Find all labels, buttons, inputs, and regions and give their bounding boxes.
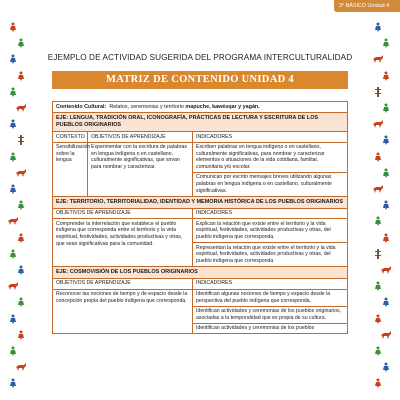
indicator-item: Comunican por escrito mensajes breves utilizando algunas palabras en lengua indígena o en castellano, culturalmente significativas. [196, 174, 332, 194]
figure-red-icon [380, 233, 392, 243]
axis-territory-section [53, 197, 347, 267]
axis-territory-header-row [53, 209, 347, 220]
figure-green-icon [372, 281, 384, 291]
figure-green-icon [7, 152, 19, 162]
context-cell: Sensibilización sobre la lengua [53, 143, 88, 196]
figure-red-icon [15, 71, 27, 81]
matrix-title-bar: MATRIZ DE CONTENIDO UNIDAD 4 [52, 71, 348, 89]
animal-red-icon [380, 330, 392, 340]
cultural-content-peoples: mapuche, kawésqar y yagán. [185, 104, 260, 110]
animal-red-icon [372, 119, 384, 129]
cultural-content-text: Relatos, ceremonias y territorio [109, 104, 186, 110]
figure-green-icon [15, 200, 27, 210]
animal-red-icon [15, 362, 27, 372]
figure-red-icon [372, 314, 384, 324]
figure-green-icon [380, 103, 392, 113]
cultural-content-label: Contenido Cultural: [56, 104, 107, 110]
axis-language-title: EJE: LENGUA, TRADICIÓN ORAL, ICONOGRAFÍA, PRÁCTICAS DE LECTURA Y ESCRITURA DE LOS PUEBLOS ORIGINARIOS [53, 113, 347, 132]
cultural-content-value [109, 104, 259, 110]
totem-brown-icon [372, 87, 384, 97]
figure-red-icon [7, 22, 19, 32]
indicator-item: Identifican actividades y ceremonias de los pueblos [196, 325, 315, 332]
axis-language-body-row [53, 143, 347, 196]
axis-language-header-row [53, 132, 347, 143]
figure-blue-icon [7, 119, 19, 129]
axis-territory-title: EJE: TERRITORIO, TERRITORIALIDAD, IDENTIDAD Y MEMORIA HISTÓRICA DE LOS PUEBLOS ORIGINARIOS [53, 197, 347, 209]
axis-territory-body-row [53, 219, 347, 266]
right-decoration-column [372, 22, 394, 400]
figure-red-icon [372, 378, 384, 388]
indicator-item: Identifican algunas nociones de tiempo y espacio desde la perspectiva del pueblo indígena que corresponda. [193, 290, 347, 307]
figure-blue-icon [372, 22, 384, 32]
figure-green-icon [7, 87, 19, 97]
animal-red-icon [7, 216, 19, 226]
figure-green-icon [7, 346, 19, 356]
indicator-item: Explican la relación que existe entre el territorio y la vida espiritual, festividades, actividades productivas y otras, del pueblo indígena que corresponda. [193, 219, 347, 243]
column-header-indicators: INDICADORES [196, 210, 233, 217]
totem-brown-icon [15, 135, 27, 145]
indicators-cell [193, 219, 347, 266]
animal-red-icon [380, 265, 392, 275]
axis-cosmovision-body-row [53, 290, 347, 334]
page-header-title: EJEMPLO DE ACTIVIDAD SUGERIDA DEL PROGRAMA INTERCULTURALIDAD [47, 53, 353, 62]
column-header-indicators: INDICADORES [196, 280, 233, 287]
objective-cell: Reconocer las nociones de tiempo y de espacio desde la concepción propia del pueblo indígena que corresponda. [53, 290, 193, 334]
cultural-content-row [53, 102, 347, 113]
left-decoration-column [7, 22, 29, 400]
axis-language-section [53, 113, 347, 197]
figure-green-icon [380, 38, 392, 48]
axis-cosmovision-section [53, 267, 347, 334]
axis-cosmovision-header-row [53, 279, 347, 290]
objective-cell: Comprender la interrelación que establece el pueblo indígena que corresponda entre el territorio y la vida espiritual, festividades, actividades productivas y otras, que sean significativas para la comunidad. [53, 219, 193, 266]
figure-blue-icon [15, 265, 27, 275]
column-header-indicators: INDICADORES [196, 133, 233, 140]
animal-red-icon [372, 184, 384, 194]
column-header-objectives: OBJETIVOS DE APRENDIZAJE [88, 132, 193, 142]
figure-blue-icon [380, 135, 392, 145]
figure-green-icon [372, 216, 384, 226]
figure-blue-icon [7, 314, 19, 324]
figure-green-icon [372, 346, 384, 356]
objective-cell: Experimentar con la escritura de palabras en lengua indígena o en castellano, culturalmente significativas, que sirvan para nombrar y caracterizar. [88, 143, 193, 196]
indicators-cell [193, 143, 347, 196]
figure-green-icon [380, 168, 392, 178]
column-header-objectives: OBJETIVOS DE APRENDIZAJE [53, 279, 193, 289]
figure-green-icon [15, 38, 27, 48]
content-matrix-table [52, 101, 348, 334]
figure-red-icon [380, 71, 392, 81]
column-header-objectives: OBJETIVOS DE APRENDIZAJE [53, 209, 193, 219]
figure-green-icon [15, 297, 27, 307]
figure-blue-icon [380, 297, 392, 307]
figure-red-icon [15, 233, 27, 243]
indicators-cell [193, 290, 347, 334]
animal-red-icon [15, 103, 27, 113]
grade-unit-badge: 3° BÁSICO Unidad 4 [334, 0, 400, 12]
figure-green-icon [7, 249, 19, 259]
indicator-item: Representan la relación que existe entre el territorio y la vida espiritual, festividades, actividades productivas y otras, del pueblo indígena que corresponda [196, 244, 336, 264]
figure-red-icon [15, 330, 27, 340]
animal-red-icon [7, 281, 19, 291]
figure-blue-icon [380, 362, 392, 372]
column-header-context: CONTEXTO [53, 132, 88, 142]
figure-red-icon [372, 152, 384, 162]
indicator-item: Escriben palabras en lengua indígena o en castellano, culturalmente significativas, para nombrar y caracterizar elementos o situaciones de la vida cotidiana, familiar, comunitaria y/o escolar. [193, 143, 347, 173]
animal-red-icon [15, 168, 27, 178]
figure-blue-icon [7, 378, 19, 388]
figure-blue-icon [7, 184, 19, 194]
figure-blue-icon [380, 200, 392, 210]
totem-brown-icon [372, 249, 384, 259]
indicator-item: Identifican actividades y ceremonias de los pueblos originarios, asociadas a la temporalidad que es propia de su cultura. [193, 307, 347, 324]
axis-cosmovision-title: EJE: COSMOVISIÓN DE LOS PUEBLOS ORIGINARIOS [53, 267, 347, 279]
